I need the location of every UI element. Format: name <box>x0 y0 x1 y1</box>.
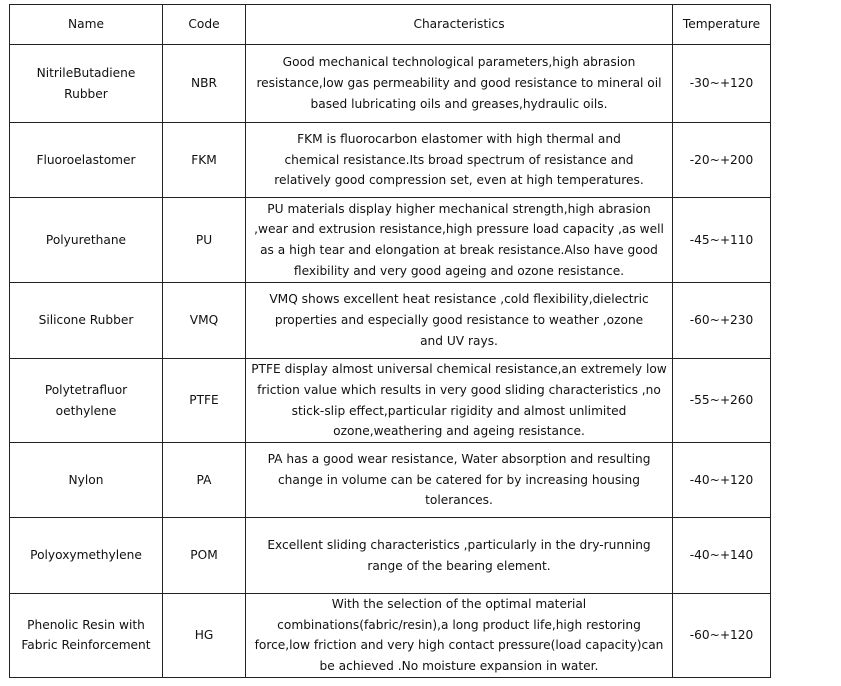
material-temperature: -30~+120 <box>673 45 771 123</box>
material-code: PU <box>163 198 246 283</box>
material-name: Polyoxymethylene <box>10 518 163 594</box>
material-name: Polyurethane <box>10 198 163 283</box>
material-temperature: -45~+110 <box>673 198 771 283</box>
header-temperature: Temperature <box>673 5 771 45</box>
material-temperature: -40~+120 <box>673 443 771 518</box>
material-name: Polytetrafluor oethylene <box>10 359 163 443</box>
material-characteristics: Good mechanical technological parameters,high abrasion resistance,low gas permeability and good resistance to mineral oil based lubricating oils and greases,hydraulic oils. <box>246 45 673 123</box>
header-name: Name <box>10 5 163 45</box>
table-row <box>10 123 771 198</box>
material-characteristics: PU materials display higher mechanical strength,high abrasion ,wear and extrusion resistance,high pressure load capacity ,as well as a high tear and elongation at break resistance.Also have good flexibility and very good ageing and ozone resistance. <box>246 198 673 283</box>
table-row <box>10 283 771 359</box>
material-code: PA <box>163 443 246 518</box>
header-row <box>10 5 771 45</box>
table-row <box>10 443 771 518</box>
table-row <box>10 359 771 443</box>
material-characteristics: FKM is fluorocarbon elastomer with high thermal and chemical resistance.Its broad spectrum of resistance and relatively good compression set, even at high temperatures. <box>246 123 673 198</box>
header-code: Code <box>163 5 246 45</box>
header-characteristics: Characteristics <box>246 5 673 45</box>
material-temperature: -60~+230 <box>673 283 771 359</box>
material-code: POM <box>163 518 246 594</box>
material-name: NitrileButadiene Rubber <box>10 45 163 123</box>
material-name: Silicone Rubber <box>10 283 163 359</box>
material-code: FKM <box>163 123 246 198</box>
material-characteristics: PTFE display almost universal chemical resistance,an extremely low friction value which results in very good sliding characteristics ,no stick-slip effect,particular rigidity and almost unlimited ozone,weathering and ageing resistance. <box>246 359 673 443</box>
material-name: Nylon <box>10 443 163 518</box>
material-code: NBR <box>163 45 246 123</box>
materials-table <box>9 4 771 678</box>
material-temperature: -20~+200 <box>673 123 771 198</box>
table-row <box>10 518 771 594</box>
material-code: HG <box>163 594 246 678</box>
material-temperature: -40~+140 <box>673 518 771 594</box>
material-name: Fluoroelastomer <box>10 123 163 198</box>
material-name: Phenolic Resin with Fabric Reinforcement <box>10 594 163 678</box>
table-row <box>10 45 771 123</box>
material-characteristics: With the selection of the optimal material combinations(fabric/resin),a long product life,high restoring force,low friction and very high contact pressure(load capacity)can be achieved .No moisture expansion in water. <box>246 594 673 678</box>
material-characteristics: VMQ shows excellent heat resistance ,cold flexibility,dielectric properties and especially good resistance to weather ,ozone and UV rays. <box>246 283 673 359</box>
table-row <box>10 198 771 283</box>
material-temperature: -60~+120 <box>673 594 771 678</box>
material-characteristics: PA has a good wear resistance, Water absorption and resulting change in volume can be catered for by increasing housing tolerances. <box>246 443 673 518</box>
material-temperature: -55~+260 <box>673 359 771 443</box>
table-row <box>10 594 771 678</box>
material-characteristics: Excellent sliding characteristics ,particularly in the dry-running range of the bearing element. <box>246 518 673 594</box>
material-code: VMQ <box>163 283 246 359</box>
material-code: PTFE <box>163 359 246 443</box>
